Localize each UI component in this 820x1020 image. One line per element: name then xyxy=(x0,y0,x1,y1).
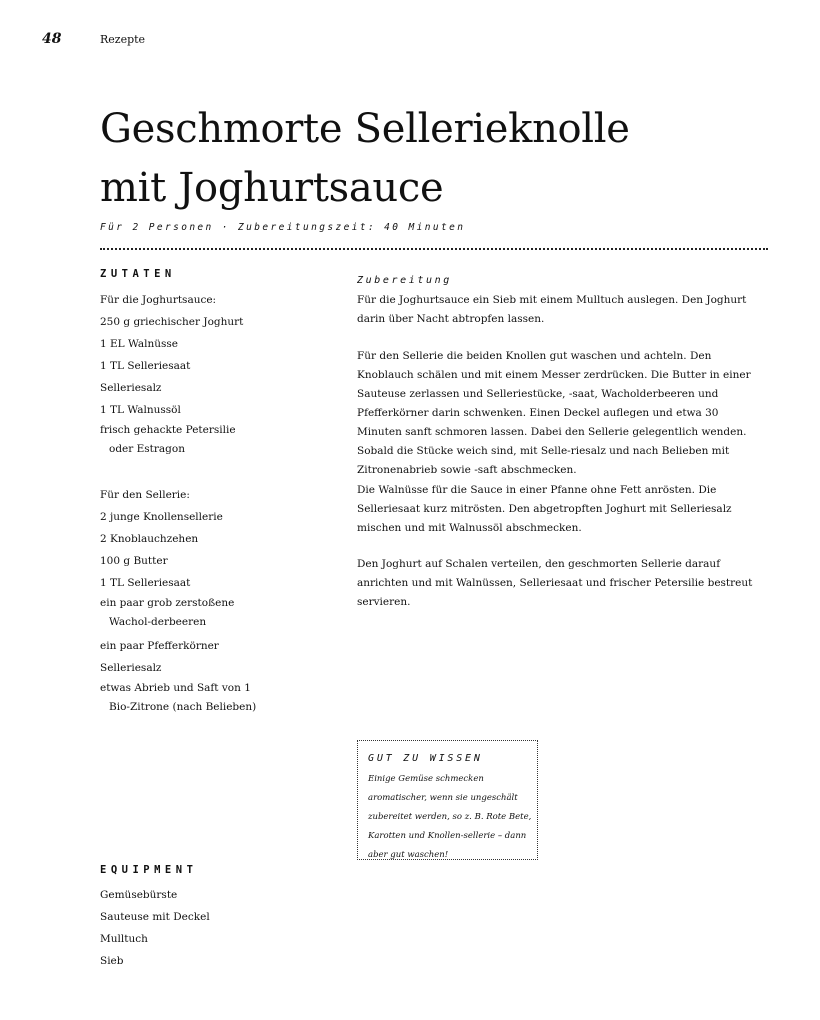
ingredient-item: 1 TL Selleriesaat xyxy=(100,577,191,589)
ingredient-item: ein paar Pfefferkörner xyxy=(100,640,219,652)
equipment-item: Sauteuse mit Deckel xyxy=(100,911,210,923)
ingredients-list xyxy=(100,289,260,720)
equipment-item: Mulltuch xyxy=(100,933,148,945)
preparation-step: Für die Joghurtsauce ein Sieb mit einem Mulltuch auslegen. Den Joghurt darin über Nacht abtropfen lassen. xyxy=(357,294,747,325)
ingredient-item: 100 g Butter xyxy=(100,555,168,567)
equipment-item: Gemüsebürste xyxy=(100,889,178,901)
recipe-title-line-2: mit Joghurtsauce xyxy=(100,165,444,211)
equipment-item: Sieb xyxy=(100,955,124,967)
ingredient-item: 250 g griechischer Joghurt xyxy=(100,316,244,328)
equipment-heading: EQUIPMENT xyxy=(100,864,198,876)
ingredient-item: Selleriesalz xyxy=(100,382,162,394)
ingredient-item: Für die Joghurtsauce: xyxy=(100,294,217,306)
tip-heading: GUT ZU WISSEN xyxy=(368,753,483,764)
ingredient-item: 1 TL Selleriesaat xyxy=(100,360,191,372)
ingredient-item: 2 junge Knollensellerie xyxy=(100,511,223,523)
ingredients-heading: ZUTATEN xyxy=(100,268,176,280)
ingredient-item: ein paar grob zerstoßene Wachol-derbeeren xyxy=(100,597,235,628)
tip-text: Einige Gemüse schmecken aromatischer, wenn sie ungeschält zubereitet werden, so z. B. Rote Bete, Karotten und Knollen-sellerie – dann aber gut waschen! xyxy=(368,774,532,860)
ingredient-item: etwas Abrieb und Saft von 1 Bio-Zitrone (nach Belieben) xyxy=(100,682,257,713)
running-head: Rezepte xyxy=(100,33,146,46)
recipe-subtitle: Für 2 Personen · Zubereitungszeit: 40 Minuten xyxy=(100,222,466,233)
recipe-title xyxy=(100,100,780,218)
ingredient-item: 1 TL Walnussöl xyxy=(100,404,181,416)
preparation-heading: Zubereitung xyxy=(357,275,452,286)
recipe-title-line-1: Geschmorte Sellerieknolle xyxy=(100,106,630,152)
preparation-step: Für den Sellerie die beiden Knollen gut waschen und achteln. Den Knoblauch schälen und mit einem Messer zerdrücken. Die Butter in einer Sauteuse zerlassen und Selleriestücke, -saat, Wacholderbeeren und Pfefferkörner darin schwenken. Einen Deckel auflegen und etwa 30 Minuten sanft schmoren lassen. Dabei den Sellerie gelegentlich wenden. Sobald die Stücke weich sind, mit Selle-riesalz und nach Belieben mit Zitronenabrieb sowie -saft abschmecken. xyxy=(357,350,751,476)
ingredient-item: Für den Sellerie: xyxy=(100,489,190,501)
dotted-divider xyxy=(100,248,768,250)
ingredient-item: Selleriesalz xyxy=(100,662,162,674)
page-number: 48 xyxy=(42,31,62,47)
ingredient-item: frisch gehackte Petersilie oder Estragon xyxy=(100,424,236,455)
tip-box xyxy=(357,740,538,860)
equipment-list xyxy=(100,884,300,972)
ingredient-item: 1 EL Walnüsse xyxy=(100,338,179,350)
ingredient-item: 2 Knoblauchzehen xyxy=(100,533,199,545)
preparation-step: Den Joghurt auf Schalen verteilen, den geschmorten Sellerie darauf anrichten und mit Walnüssen, Selleriesaat und frischer Petersilie bestreut servieren. xyxy=(357,558,753,608)
preparation-step: Die Walnüsse für die Sauce in einer Pfanne ohne Fett anrösten. Die Selleriesaat kurz mitrösten. Den abgetropften Joghurt mit Selleriesalz mischen und mit Walnussöl abschmecken. xyxy=(357,484,732,534)
